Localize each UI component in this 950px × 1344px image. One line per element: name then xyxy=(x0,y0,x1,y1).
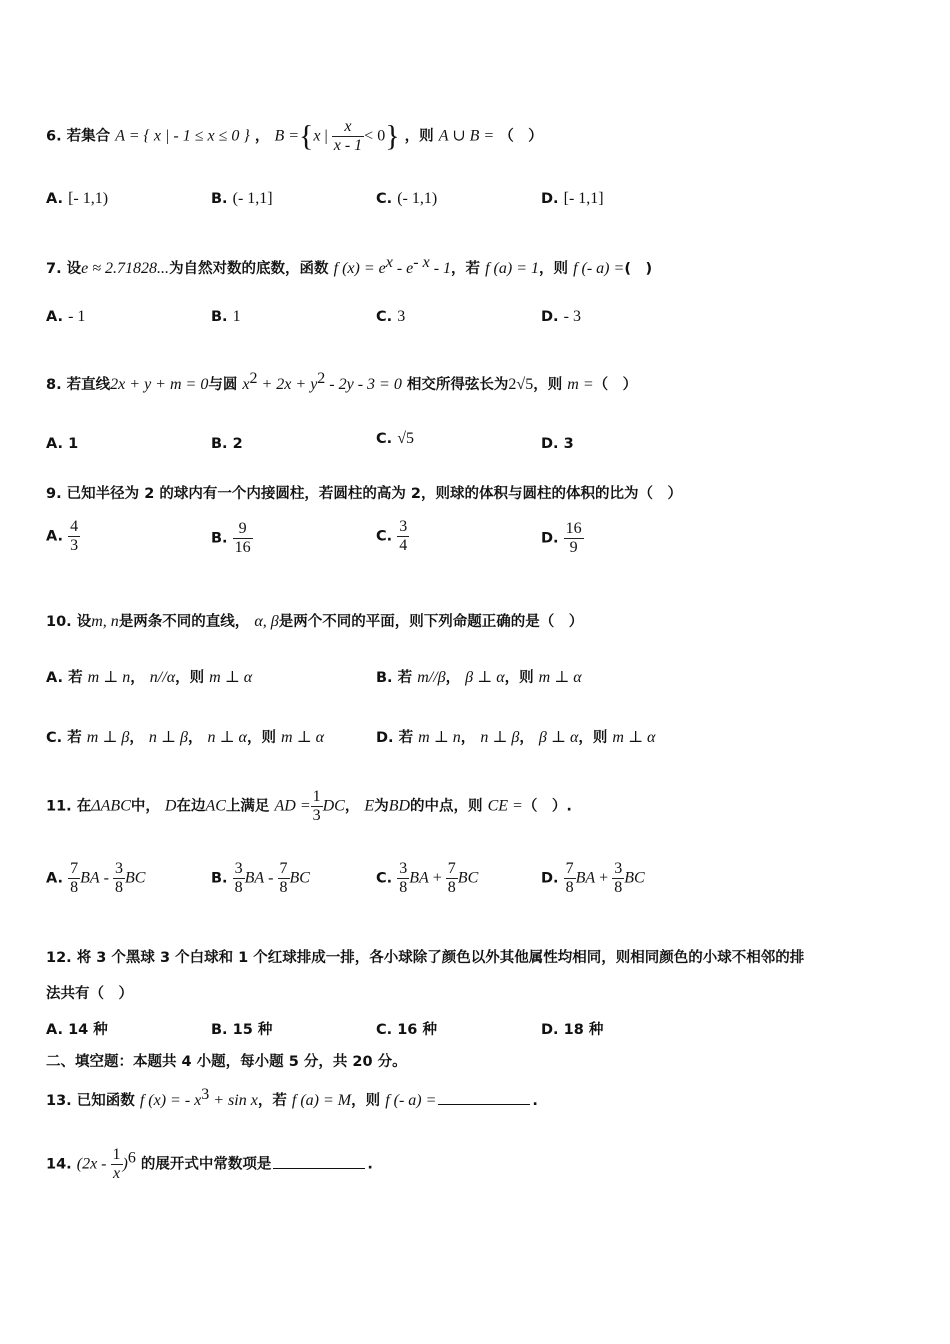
question-11: 11. 在ΔABC中， D在边AC上满足 AD = $\frac{1}{3}$ DC， E为BD的中点，则 CE =（ ）. xyxy=(46,788,572,824)
q10-option-d[interactable]: D. 若 m ⊥ n， n ⊥ β， β ⊥ α，则 m ⊥ α xyxy=(376,729,656,746)
q12-option-d[interactable]: D. 18 种 xyxy=(541,1022,604,1038)
set-a: A = { x | - 1 ≤ x ≤ 0 } xyxy=(115,127,250,145)
answer-blank[interactable] xyxy=(438,1104,530,1105)
question-12: 12. 将 3 个黑球 3 个白球和 1 个红球排成一排，各小球除了颜色以外其他属性均相同，则相同颜色的小球不相邻的排 xyxy=(46,950,805,966)
q11-option-c[interactable]: C. $\frac{3}{8}$ BA + $\frac{7}{8}$ BC xyxy=(376,860,479,896)
q7-option-b[interactable]: B. 1 xyxy=(211,308,241,325)
q7-option-c[interactable]: C. 3 xyxy=(376,308,406,325)
q12-option-c[interactable]: C. 16 种 xyxy=(376,1022,437,1038)
question-10: 10. 设m, n是两条不同的直线， α, β是两个不同的平面，则下列命题正确的是（ ） xyxy=(46,613,584,630)
q9-option-a[interactable]: A. $\frac{4}{3}$ xyxy=(46,518,79,554)
question-8: 8. 若直线2x + y + m = 0与圆 $x^2 + 2x + y^2 - 2y - 3 = 0$ 相交所得弦长为2√5，则 m =（ ） xyxy=(46,370,638,393)
question-7: 7. 设e ≈ 2.71828...为自然对数的底数，函数 f $(x) = e^x - e^{- x} - 1$，若 f (a) = 1，则 f (- a) =( ) xyxy=(46,254,653,277)
q6-option-a[interactable]: A. [- 1,1) xyxy=(46,190,109,207)
set-b-fraction: $\frac{x}{x - 1}$ xyxy=(333,118,363,154)
q12-option-b[interactable]: B. 15 种 xyxy=(211,1022,273,1038)
question-9: 9. 已知半径为 2 的球内有一个内接圆柱，若圆柱的高为 2，则球的体积与圆柱的体积的比为（ ） xyxy=(46,486,682,502)
q9-option-d[interactable]: D. $\frac{16}{9}$ xyxy=(541,520,582,556)
section-heading: 二、填空题：本题共 4 小题，每小题 5 分，共 20 分。 xyxy=(46,1054,407,1070)
q8-option-b[interactable]: B. 2 xyxy=(211,436,243,452)
q8-option-d[interactable]: D. 3 xyxy=(541,436,574,452)
q12-option-a[interactable]: A. 14 种 xyxy=(46,1022,108,1038)
q11-option-d[interactable]: D. $\frac{7}{8}$ BA + $\frac{3}{8}$ BC xyxy=(541,860,645,896)
question-12-line2: 法共有（ ） xyxy=(46,986,133,1002)
q7-option-a[interactable]: A. - 1 xyxy=(46,308,86,325)
q8-option-c[interactable]: C. √5 xyxy=(376,430,414,447)
question-6: 6. 若集合 A = { x | - 1 ≤ x ≤ 0 } ， B ={x | $\frac{x}{x - 1}$ < 0} ，则 A ∪ B = （ ） xyxy=(46,118,543,154)
question-13: 13. 已知函数 f (x) = - $x^3 + \sin x$，若 f (a) = M，则 f (- a) = . xyxy=(46,1086,538,1109)
q6-option-c[interactable]: C. (- 1,1) xyxy=(376,190,438,207)
q10-option-c[interactable]: C. 若 m ⊥ β， n ⊥ β， n ⊥ α，则 m ⊥ α xyxy=(46,729,325,746)
q11-option-a[interactable]: A. $\frac{7}{8}$ BA - $\frac{3}{8}$ BC xyxy=(46,860,146,896)
q9-option-b[interactable]: B. $\frac{9}{16}$ xyxy=(211,520,251,556)
q7-option-d[interactable]: D. - 3 xyxy=(541,308,581,325)
q9-option-c[interactable]: C. $\frac{3}{4}$ xyxy=(376,518,408,554)
q10-option-b[interactable]: B. 若 m//β， β ⊥ α，则 m ⊥ α xyxy=(376,669,582,686)
q10-option-a[interactable]: A. 若 m ⊥ n， n//α，则 m ⊥ α xyxy=(46,669,253,686)
q8-option-a[interactable]: A. 1 xyxy=(46,436,79,452)
q11-option-b[interactable]: B. $\frac{3}{8}$ BA - $\frac{7}{8}$ BC xyxy=(211,860,310,896)
question-14: 14. (2x - $\frac{1}{x}$ )$^6$ 的展开式中常数项是 . xyxy=(46,1146,373,1182)
answer-blank[interactable] xyxy=(273,1168,365,1169)
q6-option-b[interactable]: B. (- 1,1] xyxy=(211,190,273,207)
q6-option-d[interactable]: D. [- 1,1] xyxy=(541,190,604,207)
